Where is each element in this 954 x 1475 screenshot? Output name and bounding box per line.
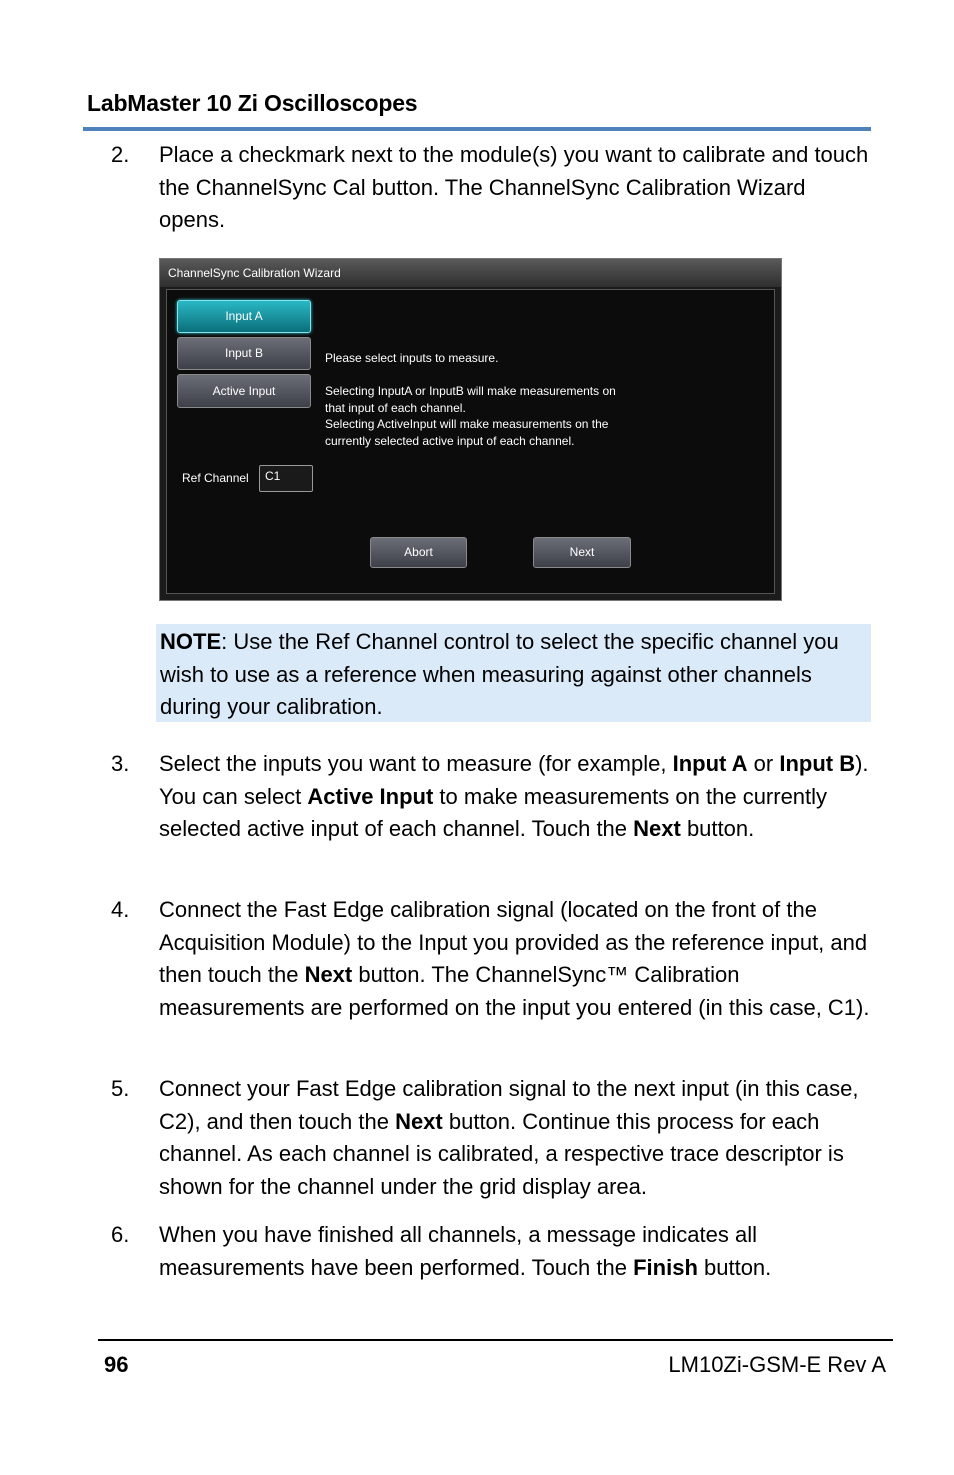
text-run: ). You can select [159,751,869,809]
step-number: 4. [111,897,130,922]
bold-run: Input A [672,751,748,776]
text-run: button. [697,1254,772,1280]
dialog-title: ChannelSync Calibration Wizard [168,266,341,280]
header-rule [83,127,871,131]
bold-run: Next [633,816,681,841]
page-header-title: LabMaster 10 Zi Oscilloscopes [87,90,418,116]
step-text [159,894,871,1024]
step-4 [111,894,871,1024]
step-number: 3. [111,751,130,776]
document-id: LM10Zi-GSM-E Rev A [668,1352,886,1377]
footer-rule [98,1339,893,1341]
text-run: or [747,751,780,776]
bold-run: Input B [779,751,856,776]
text-run: Select the inputs you want to measure (for example, [159,751,673,776]
channelsync-calibration-wizard [159,258,782,601]
text-run: Connect your Fast Edge calibration signal to the next input (in this case, C2), and then touch the [159,1076,859,1134]
bold-run: Next [304,962,353,987]
bold-run: Active Input [307,783,434,809]
text-run: Connect the Fast Edge calibration signal (located on the front of the Acquisition Module) to the Input you provided as the reference input, and then touch the [159,897,868,987]
step-text [159,1219,871,1284]
note-box [156,624,871,722]
next-button[interactable]: Next [533,537,631,568]
text-run: button. [680,816,755,841]
step-2 [111,139,871,237]
step-3 [111,748,871,846]
page-number: 96 [104,1352,129,1377]
active-input-button[interactable]: Active Input [177,374,311,408]
bold-run: Finish [633,1254,698,1280]
note-label: NOTE [160,629,222,654]
text-run: button. The ChannelSync™ Calibration measurements are performed on the input you entered (in this case, C1). [159,962,870,1020]
abort-button[interactable]: Abort [370,537,467,568]
step-number: 6. [111,1222,130,1247]
bold-run: Next [395,1108,443,1134]
text-run: button. Continue this process for each channel. As each channel is calibrated, a respective trace descriptor is shown for the channel under the grid display area. [159,1108,844,1199]
dialog-info-line: Selecting ActiveInput will make measurements on the [325,417,609,431]
step-5 [111,1073,871,1203]
dialog-info-line: that input of each channel. [325,400,466,415]
dialog-info-line: Selecting InputA or InputB will make measurements on [325,384,616,398]
note-text: : Use the Ref Channel control to select the specific channel you wish to use as a reference when measuring against other channels during your calibration. [160,629,839,719]
step-number: 2. [111,142,130,167]
step-6 [111,1219,871,1284]
step-text: Place a checkmark next to the module(s) you want to calibrate and touch the ChannelSync Cal button. The ChannelSync Calibration Wizard opens. [159,142,869,232]
dialog-prompt: Please select inputs to measure. [325,351,499,365]
dialog-info-line: currently selected active input of each channel. [325,433,575,448]
ref-channel-label: Ref Channel [182,471,249,485]
step-text [159,748,871,846]
ref-channel-field[interactable]: C1 [259,465,313,492]
input-a-button[interactable]: Input A [177,300,311,333]
step-number: 5. [111,1076,130,1101]
dialog-body [166,289,775,594]
text-run: When you have finished all channels, a message indicates all measurements have been performed. Touch the [159,1222,758,1280]
step-text [159,1073,871,1203]
text-run: to make measurements on the currently selected active input of each channel. Touch the [159,783,828,841]
dialog-titlebar [160,259,781,287]
input-b-button[interactable]: Input B [177,337,311,370]
